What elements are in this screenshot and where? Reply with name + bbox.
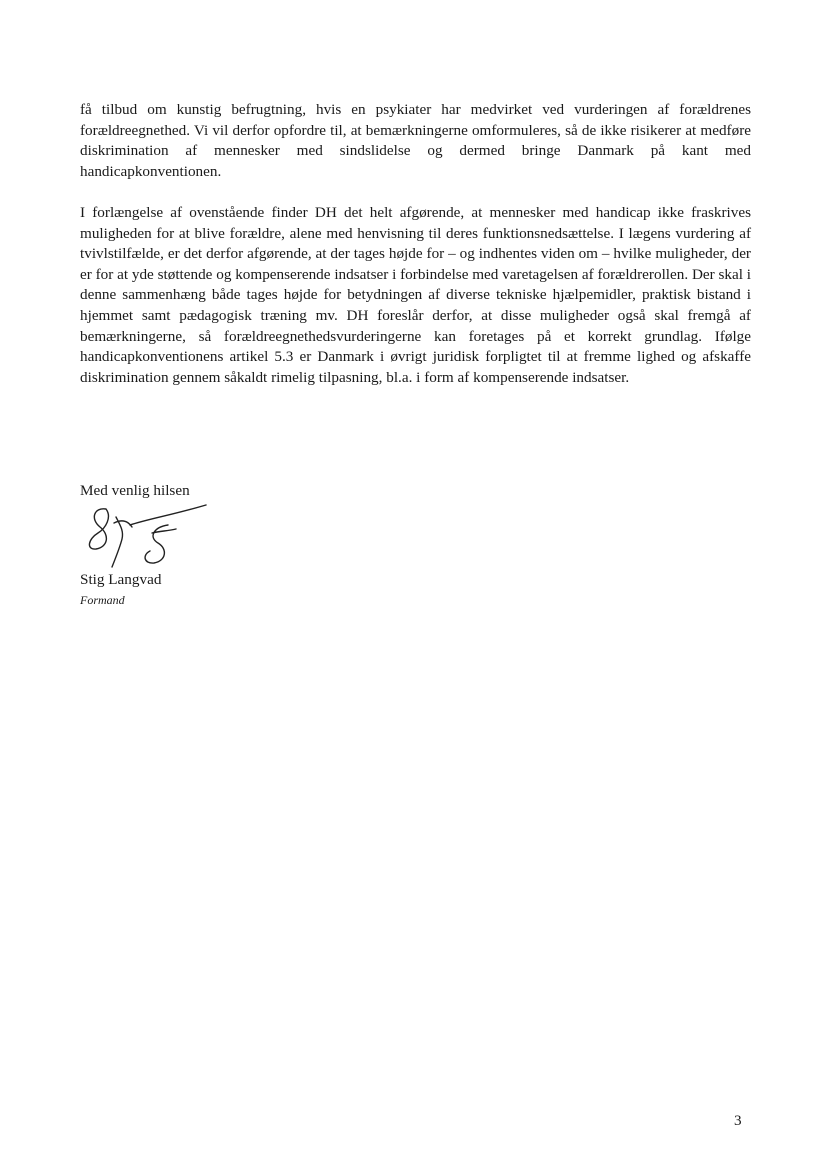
paragraph-1: få tilbud om kunstig befrugtning, hvis en psykiater har medvirket ved vurderingen af forældrenes forældreegnethed. Vi vil derfor opfordre til, at bemærkningerne omformuleres, så de ikke risikerer at medføre diskrimination af mennesker med sindslidelse og dermed bringe Danmark på kant med handicapkonventionen. — [80, 101, 751, 180]
page-number: 3 — [734, 1112, 742, 1129]
paragraph-2: I forlængelse af ovenstående finder DH det helt afgørende, at mennesker med handicap ikke fraskrives muligheden for at blive forældre, alene med henvisning til deres funktionsnedsættelse. I lægens vurdering af tvivlstilfælde, er det derfor afgørende, at der tages højde for – og indhentes viden om – hvilke muligheder, der er for at yde støttende og kompenserende indsatser i forbindelse med varetagelsen af forældrerollen. Der skal i denne sammenhæng både tages højde for betydningen af diverse tekniske hjælpemidler, praktisk bistand i hjemmet samt pædagogisk træning mv. DH foreslår derfor, at disse muligheder også skal fremgå af bemærkningerne, så forældreegnethedsvurderingerne kan foretages på et korrekt grundlag. Ifølge handicapkonventionens artikel 5.3 er Danmark i øvrigt juridisk forpligtet til at fremme lighed og afskaffe diskrimination gennem såkaldt rimelig tilpasning, bl.a. i form af kompenserende indsatser. — [80, 203, 751, 386]
signer-name: Stig Langvad — [80, 571, 162, 588]
closing-phrase: Med venlig hilsen — [80, 482, 190, 499]
letter-body — [80, 100, 751, 388]
handwritten-signature — [82, 503, 212, 575]
signer-title: Formand — [80, 593, 125, 607]
